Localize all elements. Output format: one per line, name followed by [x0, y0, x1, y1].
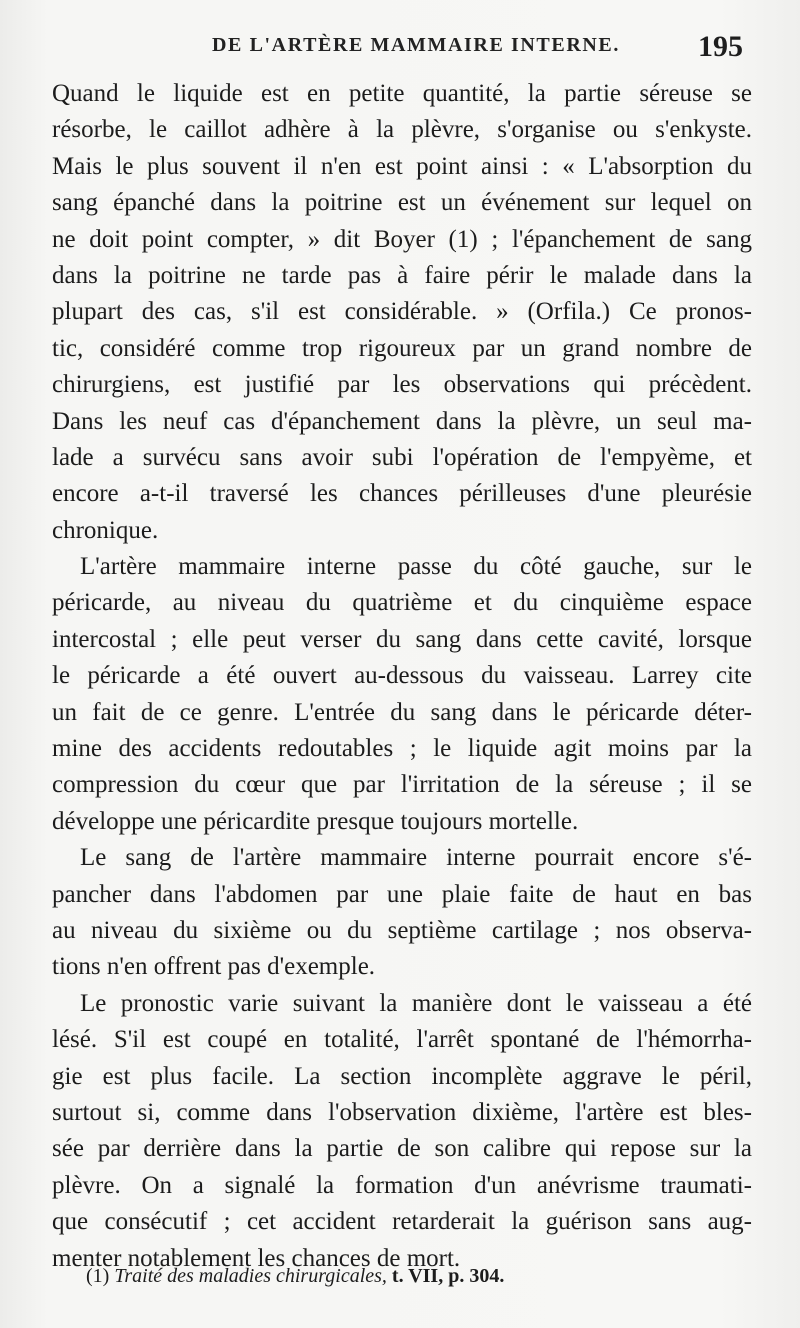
text-line: au niveau du sixième ou du septième cartilage ; nos observa-	[52, 916, 752, 944]
paragraph-1	[52, 76, 752, 549]
text-line: lésé. S'il est coupé en totalité, l'arrêt spontané de l'hémorrha-	[52, 1026, 752, 1054]
text-line: plèvre. On a signalé la formation d'un anévrisme traumati-	[52, 1171, 752, 1199]
text-line: sée par derrière dans la partie de son calibre qui repose sur la	[52, 1135, 752, 1163]
text-line: menter notablement les chances de mort.	[52, 1244, 461, 1272]
body-text	[52, 76, 752, 1277]
running-title: DE L'ARTÈRE MAMMAIRE INTERNE.	[212, 34, 620, 56]
text-line: plupart des cas, s'il est considérable. » (Orfila.) Ce pronos-	[52, 298, 752, 326]
text-line: surtout si, comme dans l'observation dixième, l'artère est bles-	[52, 1098, 752, 1126]
page-header	[0, 30, 800, 70]
text-line: gie est plus facile. La section incomplète aggrave le péril,	[52, 1062, 752, 1090]
footnote	[86, 1262, 746, 1290]
text-line: lade a survécu sans avoir subi l'opération de l'empyème, et	[52, 443, 752, 471]
text-line: pancher dans l'abdomen par une plaie faite de haut en bas	[52, 880, 752, 908]
footnote-title: Traité des maladies chirurgicales,	[114, 1265, 387, 1287]
paragraph-2	[52, 549, 752, 840]
text-line: mine des accidents redoutables ; le liquide agit moins par la	[52, 735, 752, 763]
text-line: encore a-t-il traversé les chances périlleuses d'une pleurésie	[52, 480, 752, 508]
text-line: sang épanché dans la poitrine est un événement sur lequel on	[52, 189, 752, 217]
text-line: péricarde, au niveau du quatrième et du cinquième espace	[52, 589, 752, 617]
paragraph-3	[52, 840, 752, 986]
text-line: Mais le plus souvent il n'en est point ainsi : « L'absorption du	[52, 152, 752, 180]
text-line: chronique.	[52, 516, 159, 544]
text-line: le péricarde a été ouvert au-dessous du vaisseau. Larrey cite	[52, 662, 752, 690]
text-line: ne doit point compter, » dit Boyer (1) ; l'épanchement de sang	[52, 225, 752, 253]
text-line: résorbe, le caillot adhère à la plèvre, s'organise ou s'enkyste.	[52, 116, 752, 144]
text-line: Dans les neuf cas d'épanchement dans la plèvre, un seul ma-	[52, 407, 752, 435]
text-line: Le sang de l'artère mammaire interne pourrait encore s'é-	[80, 844, 752, 872]
footnote-reference: t. VII, p. 304.	[391, 1265, 505, 1287]
text-line: dans la poitrine ne tarde pas à faire périr le malade dans la	[52, 261, 752, 289]
paragraph-4	[52, 986, 752, 1277]
text-line: intercostal ; elle peut verser du sang dans cette cavité, lorsque	[52, 625, 752, 653]
text-line: chirurgiens, est justifié par les observations qui précèdent.	[52, 371, 752, 399]
text-line: compression du cœur que par l'irritation de la séreuse ; il se	[52, 771, 752, 799]
text-line: un fait de ce genre. L'entrée du sang dans le péricarde déter-	[52, 698, 752, 726]
text-line: développe une péricardite presque toujours mortelle.	[52, 807, 579, 835]
text-line: tic, considéré comme trop rigoureux par un grand nombre de	[52, 334, 752, 362]
footnote-marker: (1)	[86, 1265, 110, 1287]
text-line: Le pronostic varie suivant la manière dont le vaisseau a été	[80, 989, 752, 1017]
text-line: L'artère mammaire interne passe du côté gauche, sur le	[80, 553, 752, 581]
text-line: Quand le liquide est en petite quantité, la partie séreuse se	[52, 80, 752, 107]
text-line: que consécutif ; cet accident retarderait la guérison sans aug-	[52, 1208, 752, 1236]
page-number: 195	[698, 30, 743, 63]
text-line: tions n'en offrent pas d'exemple.	[52, 953, 376, 981]
